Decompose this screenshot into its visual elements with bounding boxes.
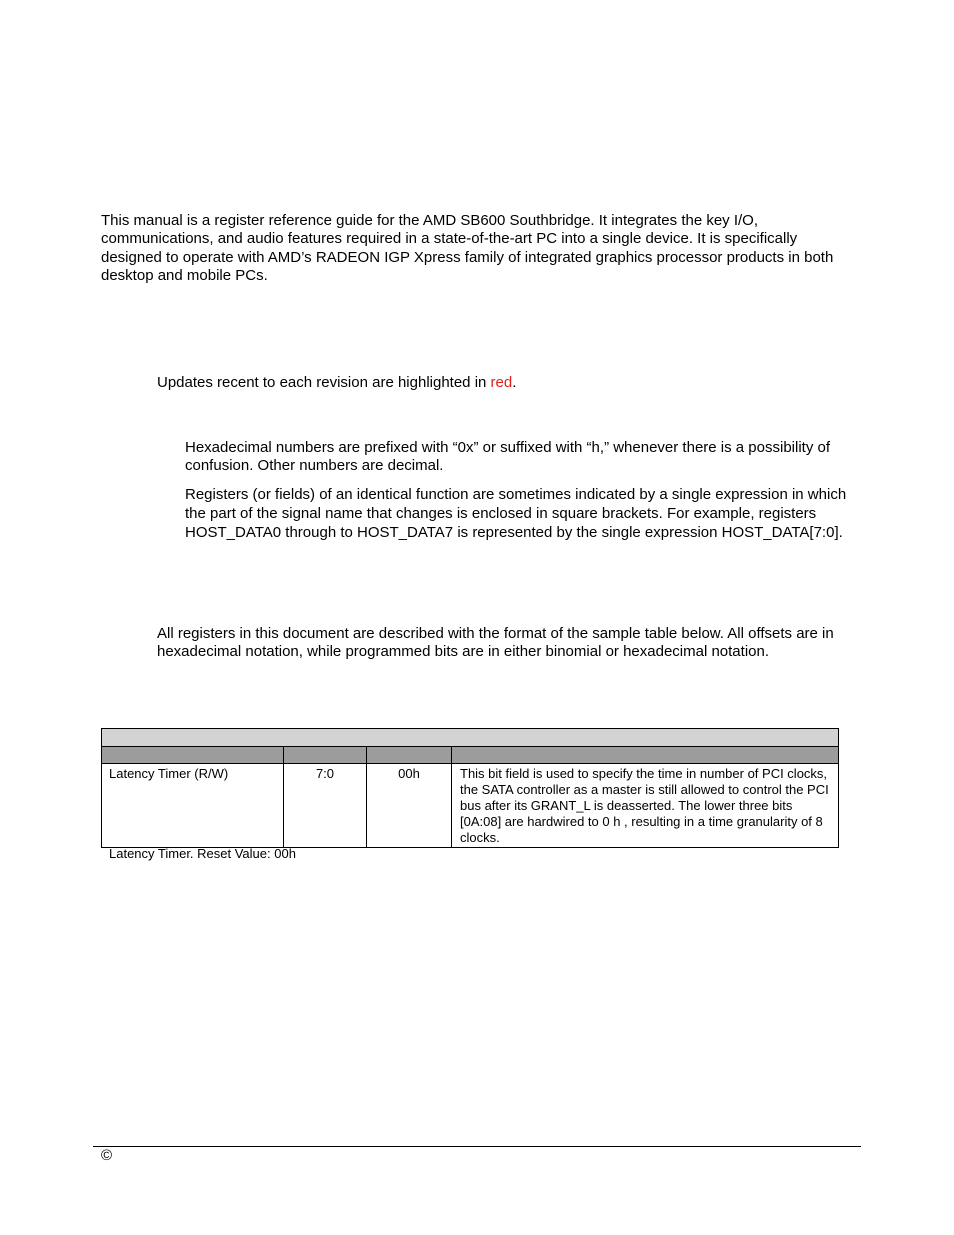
sample-register-table — [101, 728, 839, 848]
convention-hexadecimal: Hexadecimal numbers are prefixed with “0x” or suffixed with “h,” whenever there is a possibility of confusion. Other numbers are decimal. — [185, 439, 830, 475]
revision-highlight-word: red — [490, 374, 513, 391]
header-field-name — [102, 747, 284, 764]
header-default — [367, 747, 452, 764]
copyright-symbol: © — [101, 1147, 113, 1164]
footer-divider — [93, 1146, 861, 1147]
description-cell: This bit field is used to specify the time in number of PCI clocks, the SATA controller as a master is still allowed to control the PCI bus after its GRANT_L is deasserted. The lower three bits [0A:08] are hardwired to 0 h , resulting in a time granularity of 8 clocks. — [452, 764, 839, 848]
table-header-row — [102, 747, 839, 764]
table-caption: Latency Timer. Reset Value: 00h — [109, 846, 296, 861]
intro-paragraph: This manual is a register reference guide for the AMD SB600 Southbridge. It integrates the key I/O, communications, and audio features required in a state-of-the-art PC into a single device. It is specifically designed to operate with AMD’s RADEON IGP Xpress family of integrated graphics processor products in both desktop and mobile PCs. — [101, 212, 834, 285]
table-row — [102, 764, 839, 848]
revision-text: Updates recent to each revision are highlighted in — [157, 374, 491, 391]
header-bits — [284, 747, 367, 764]
field-name-cell: Latency Timer (R/W) — [102, 764, 284, 848]
header-description — [452, 747, 839, 764]
convention-registers: Registers (or fields) of an identical function are sometimes indicated by a single expression in which the part of the signal name that changes is enclosed in square brackets. For example, registers HOST_DATA0 through to HOST_DATA7 is represented by the single expression HOST_DATA[7:0]. — [185, 486, 847, 541]
bits-cell: 7:0 — [284, 764, 367, 848]
default-cell: 00h — [367, 764, 452, 848]
revision-note — [157, 374, 516, 392]
format-paragraph: All registers in this document are described with the format of the sample table below. All offsets are in hexadecimal notation, while programmed bits are in either binomial or hexadecimal notation. — [157, 625, 834, 661]
revision-text-end: . — [512, 374, 517, 391]
table-title-row — [102, 729, 839, 747]
table-title-cell — [102, 729, 839, 747]
